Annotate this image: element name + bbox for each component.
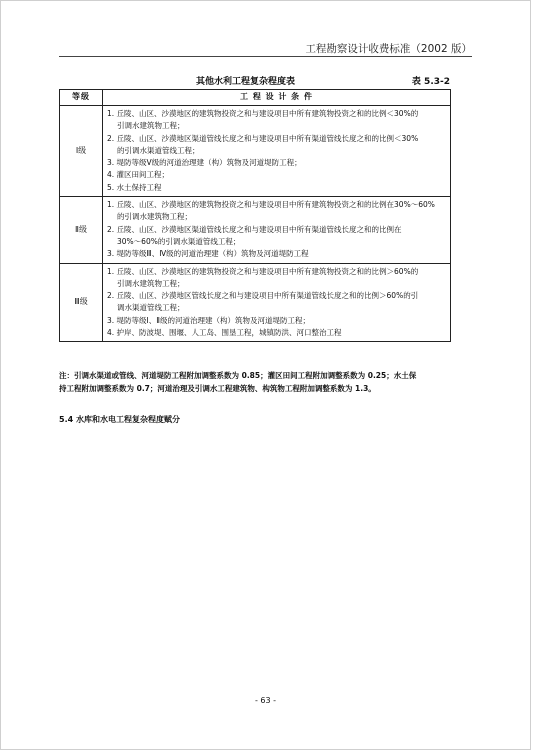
table-row: [60, 197, 451, 263]
condition-line: 4. 护岸、防波堤、围堰、人工岛、围垦工程，城镇防洪、河口整治工程: [107, 328, 342, 338]
section-heading: 5.4 水库和水电工程复杂程度赋分: [59, 415, 180, 424]
grade-label: Ⅲ级: [60, 263, 103, 342]
condition-cell: [103, 197, 451, 263]
condition-line: 调水渠道管线工程；: [117, 303, 185, 313]
note-line: 注：引调水渠道或管线、河道堤防工程附加调整系数为 0.85；灌区田间工程附加调整系数为 0.25；水土保: [59, 371, 417, 380]
condition-line: 引调水建筑物工程；: [117, 121, 185, 131]
condition-cell: [103, 106, 451, 197]
condition-line: 引调水建筑物工程；: [117, 278, 185, 288]
condition-line: 2. 丘陵、山区、沙漠地区渠道管线长度之和与建设项目中所有渠道管线长度之和的比例在: [107, 224, 402, 234]
condition-line: 2. 丘陵、山区、沙漠地区管线长度之和与建设项目中所有渠道管线长度之和的比例＞60%的引: [107, 291, 419, 301]
table-title: 其他水利工程复杂程度表: [196, 77, 296, 87]
condition-line: 1. 丘陵、山区、沙漠地区的建筑物投资之和与建设项目中所有建筑物投资之和的比例＞60%的: [107, 266, 419, 276]
running-header: 工程勘察设计收费标准（2002 版）: [305, 43, 472, 55]
condition-line: 的引调水建筑物工程；: [117, 212, 192, 222]
note-line: 持工程附加调整系数为 0.7；河道治理及引调水工程建筑物、构筑物工程附加调整系数为 1.3。: [59, 384, 376, 393]
page-number: - 63 -: [254, 696, 277, 705]
condition-line: 1. 丘陵、山区、沙漠地区的建筑物投资之和与建设项目中所有建筑物投资之和的比例在30%～60%: [107, 200, 435, 210]
table-row: [60, 263, 451, 342]
condition-line: 2. 丘陵、山区、沙漠地区渠道管线长度之和与建设项目中所有渠道管线长度之和的比例＜30%: [107, 133, 419, 143]
condition-line: 5. 水土保持工程: [107, 182, 162, 192]
grade-label: Ⅱ级: [60, 197, 103, 263]
condition-line: 1. 丘陵、山区、沙漠地区的建筑物投资之和与建设项目中所有建筑物投资之和的比例＜30%的: [107, 109, 419, 118]
condition-line: 3. 堤防等级Ⅰ、Ⅱ级的河道治理建（构）筑物及河道堤防工程；: [107, 315, 310, 325]
header-grade: 等级: [60, 90, 103, 106]
table-note: [59, 369, 459, 395]
condition-line: 30%～60%的引调水渠道管线工程；: [117, 236, 241, 246]
condition-line: 4. 灌区田间工程；: [107, 170, 170, 180]
condition-cell: [103, 263, 451, 342]
table-header-row: [60, 90, 451, 106]
complexity-table: [59, 89, 451, 342]
header-rule: [59, 56, 472, 57]
condition-line: 的引调水渠道管线工程；: [117, 145, 200, 155]
condition-line: 3. 堤防等级Ⅲ、Ⅳ级的河道治理建（构）筑物及河道堤防工程: [107, 249, 309, 259]
condition-line: 3. 堤防等级Ⅴ级的河道治理建（构）筑物及河道堤防工程；: [107, 158, 302, 168]
table-row: [60, 106, 451, 197]
grade-label: Ⅰ级: [60, 106, 103, 197]
header-conditions: 工 程 设 计 条 件: [103, 90, 451, 106]
table-number: 表 5.3-2: [411, 77, 450, 87]
